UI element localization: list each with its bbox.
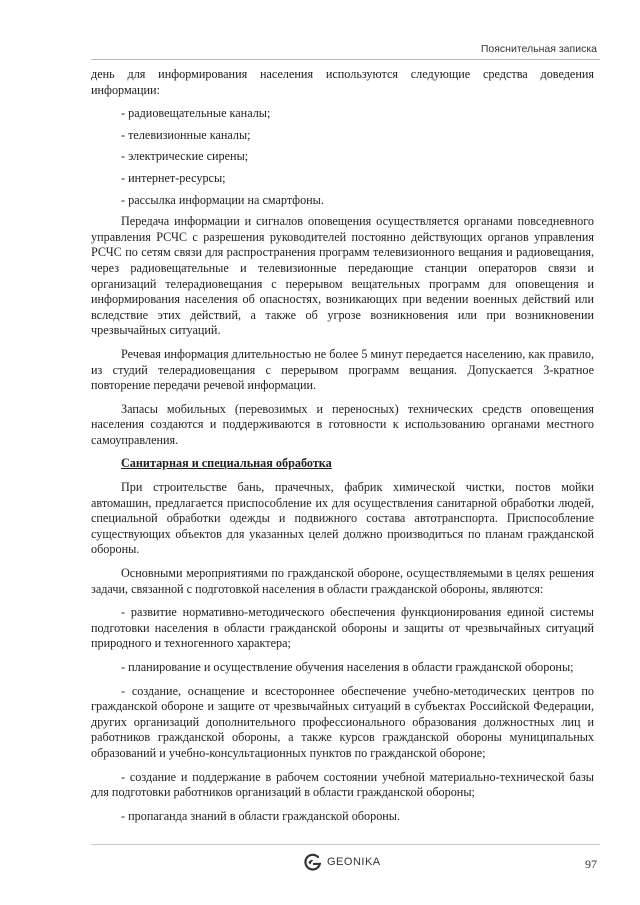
paragraph-sanitary: При строительстве бань, прачечных, фабрик химической чистки, постов мойки автомашин, предлагается приспособление их для осуществления санитарной обработки людей, специальной обработки одежды и подвижного состава автотранспорта. Приспособление существующих объектов для указанных целей должно производиться по планам гражданской обороны.	[91, 480, 594, 557]
header-divider	[91, 59, 600, 60]
measure-item: - создание, оснащение и всестороннее обеспечение учебно-методических центров по гражданской обороне и защите от чрезвычайных ситуаций в субъектах Российской Федерации, других организаций дополнительного профессионального образования должностных лиц и работников гражданской обороны, а также курсов гражданской обороны муниципальных образований и учебно-консультационных пунктов по гражданской обороне;	[91, 683, 594, 760]
page-number: 97	[585, 857, 597, 871]
logo-name: GEONIKA	[327, 855, 381, 868]
footer-divider	[91, 844, 600, 845]
list-item: - электрические сирены;	[121, 149, 249, 164]
geonika-logo	[302, 851, 381, 875]
paragraph-mobile: Запасы мобильных (перевозимых и переносных) технических средств оповещения населения создаются и поддерживаются в готовности к использованию органами местного самоуправления.	[91, 401, 594, 447]
measure-item: - развитие нормативно-методического обеспечения функционирования единой системы подготовки населения в области гражданской обороны и защиты от чрезвычайных ситуаций природного и техногенного характера;	[91, 605, 594, 651]
page-content	[91, 67, 594, 828]
measure-item: - пропаганда знаний в области гражданской обороны.	[121, 808, 401, 823]
paragraph-transmission: Передача информации и сигналов оповещения осуществляется органами повседневного управления РСЧС с разрешения руководителей постоянно действующих органов управления РСЧС по сетям связи для распространения программ телевизионного вещания и радиовещания, через радиовещательные и телевизионные передающие станции операторов связи и организаций телерадиовещания с перерывом вещательных программ для оповещения и информирования населения об опасностях, возникающих при ведении военных действий или вследствие этих действий, а также об угрозе возникновения или при возникновении чрезвычайных ситуаций.	[91, 214, 594, 338]
paragraph-measures: Основными мероприятиями по гражданской обороне, осуществляемыми в целях решения задачи, связанной с подготовкой населения в области гражданской обороны, являются:	[91, 566, 594, 596]
intro-paragraph: день для информирования населения используются следующие средства доведения информации:	[91, 67, 594, 97]
measure-item: - планирование и осуществление обучения населения в области гражданской обороны;	[121, 660, 574, 674]
section-title: Санитарная и специальная обработка	[121, 456, 332, 471]
logo-text	[327, 857, 381, 870]
means-list	[91, 106, 594, 208]
list-item: - радиовещательные каналы;	[121, 106, 271, 121]
list-item: - телевизионные каналы;	[121, 127, 251, 142]
running-header: Пояснительная записка	[480, 43, 597, 55]
list-item: - интернет-ресурсы;	[121, 170, 226, 185]
paragraph-speech: Речевая информация длительностью не более 5 минут передается населению, как правило, из студий телерадиовещания с перерывом программ вещания. Допускается 3-кратное повторение передачи речевой информации.	[91, 346, 594, 393]
measure-item: - создание и поддержание в рабочем состоянии учебной материально-технической базы для подготовки работников организаций в области гражданской обороны;	[91, 769, 594, 800]
list-item: - рассылка информации на смартфоны.	[121, 192, 324, 207]
geonika-logo-icon	[302, 852, 324, 874]
